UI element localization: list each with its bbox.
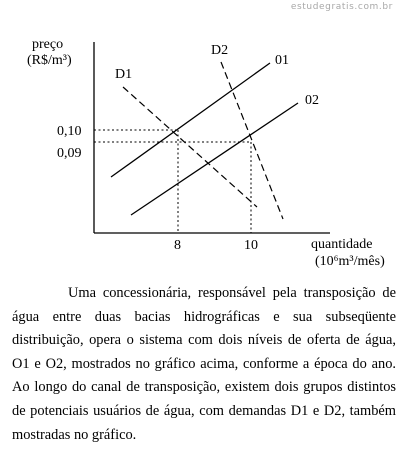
paragraph-line: distribuição, opera o sistema com dois níveis de oferta de água, <box>12 332 396 349</box>
y-axis-label-line1: preço <box>32 37 64 52</box>
supply-curve-o1 <box>111 63 270 177</box>
y-tick-0-10: 0,10 <box>57 124 82 139</box>
x-axis-label-line2: (10⁶m³/mês) <box>315 254 385 269</box>
x-axis-label-line1: quantidade <box>311 237 373 252</box>
watermark: estudegratis.com.br <box>290 2 393 12</box>
paragraph-line: Ao longo do canal de transposição, existem dois grupos distintos <box>12 379 396 396</box>
supply-curve-o2 <box>131 103 298 215</box>
paragraph-line: de potenciais usuários de água, com demandas D1 e D2, também <box>12 402 396 419</box>
label-o2: 02 <box>305 93 319 108</box>
y-tick-0-09: 0,09 <box>57 146 82 161</box>
paragraph-line: mostradas no gráfico. <box>12 426 137 443</box>
paragraph-line: água entre duas bacias hidrográficas e sua subseqüente <box>12 308 396 325</box>
question-paragraph <box>12 282 396 447</box>
label-d2: D2 <box>211 43 229 58</box>
label-o1: 01 <box>275 53 289 68</box>
demand-curve-d2 <box>221 62 283 219</box>
label-d1: D1 <box>115 67 133 82</box>
y-axis-label-line2: (R$/m³) <box>27 53 72 68</box>
x-tick-10: 10 <box>244 238 258 253</box>
paragraph-line: O1 e O2, mostrados no gráfico acima, conforme a época do ano. <box>12 355 396 372</box>
paragraph-line: Uma concessionária, responsável pela transposição de <box>68 285 396 301</box>
demand-curve-d1 <box>123 87 257 207</box>
x-tick-8: 8 <box>174 238 181 253</box>
